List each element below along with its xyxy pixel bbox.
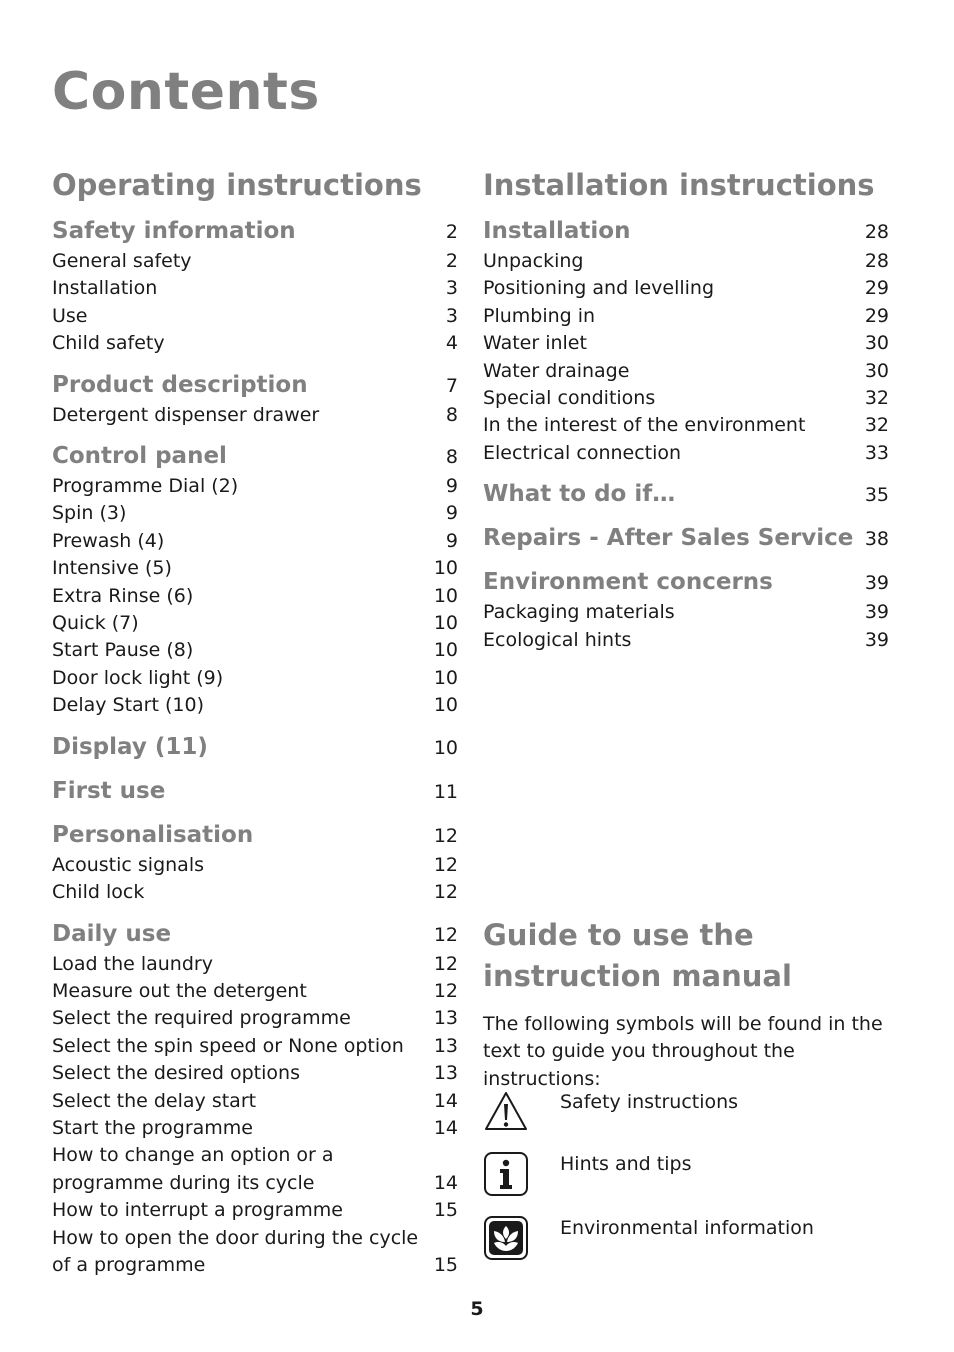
toc-entry[interactable]: [52, 978, 458, 1005]
toc-page-number: 28: [864, 250, 889, 272]
toc-entry-label: Start the programme: [52, 1116, 253, 1139]
toc-entry[interactable]: [52, 402, 458, 429]
toc-entry[interactable]: [52, 852, 458, 879]
toc-entry-label: Select the delay start: [52, 1089, 257, 1112]
toc-page-number: 33: [864, 441, 889, 464]
toc-entry-label: Intensive (5): [52, 557, 172, 580]
toc-entry-label: General safety: [52, 250, 192, 272]
toc-entry[interactable]: [52, 275, 458, 302]
toc-entry-label: In the interest of the environment: [483, 414, 806, 437]
toc-entry[interactable]: [52, 610, 458, 637]
toc-section-title: Display (11): [52, 733, 208, 760]
toc-entry[interactable]: [483, 599, 889, 626]
toc-entry-label: How to change an option or a programme during its cycle: [52, 1144, 334, 1194]
toc-entry[interactable]: [483, 248, 889, 275]
toc-entry[interactable]: [52, 1115, 458, 1142]
toc-page-number: 8: [445, 403, 458, 426]
toc-entry-label: Measure out the detergent: [52, 979, 307, 1002]
toc-section-title: Safety information: [52, 218, 296, 244]
toc-page-number: 12: [433, 979, 458, 1002]
toc-section-first-use[interactable]: [52, 775, 458, 808]
toc-page-number: 12: [433, 881, 458, 904]
toc-page-number: 13: [433, 1007, 458, 1030]
toc-page-number: 10: [433, 612, 458, 635]
toc-page-number: 9: [445, 529, 458, 552]
toc-section-environment-concerns[interactable]: [483, 566, 889, 599]
toc-entry-label: Use: [52, 304, 88, 327]
toc-entry-label: Prewash (4): [52, 529, 165, 552]
toc-section-title: Repairs - After Sales Service: [483, 525, 854, 552]
toc-entry[interactable]: [52, 1060, 458, 1087]
toc-entry[interactable]: [483, 385, 889, 412]
legend-label: Safety instructions: [560, 1091, 739, 1113]
toc-entry-label: Electrical connection: [483, 441, 682, 464]
toc-page-number: 28: [864, 221, 889, 243]
toc-page-number: 13: [433, 1034, 458, 1057]
toc-page-number: 15: [433, 1199, 458, 1222]
toc-page-number: 39: [864, 628, 889, 651]
guide-intro: The following symbols will be found in the text to guide you throughout the instructions:: [483, 1013, 883, 1090]
toc-page-number: 9: [445, 502, 458, 525]
toc-section-display[interactable]: [52, 731, 458, 764]
toc-page-number: 15: [433, 1253, 458, 1276]
installation-instructions-heading: Installation instructions: [483, 168, 875, 202]
toc-entry[interactable]: [52, 500, 458, 527]
toc-entry[interactable]: [483, 275, 889, 302]
toc-section-title: First use: [52, 777, 166, 804]
toc-page-number: 12: [433, 952, 458, 975]
toc-section-title: Product description: [52, 371, 308, 398]
toc-section-title: Environment concerns: [483, 569, 773, 596]
toc-entry-label: Unpacking: [483, 250, 584, 272]
page-title: Contents: [52, 62, 320, 122]
toc-entry[interactable]: [52, 330, 458, 357]
operating-instructions-column: [52, 163, 458, 1279]
legend-environment: [483, 1215, 814, 1261]
toc-page-number: 7: [445, 374, 458, 397]
toc-entry-label: Installation: [52, 277, 158, 300]
toc-entry-label: Quick (7): [52, 612, 139, 635]
toc-entry[interactable]: [52, 1033, 458, 1060]
toc-page-number: 35: [864, 484, 889, 507]
legend-safety: [483, 1089, 739, 1135]
toc-entry-label: Select the spin speed or None option: [52, 1034, 404, 1057]
toc-page-number: 4: [445, 332, 458, 355]
guide-heading: Guide to use the instruction manual: [483, 918, 792, 993]
guide-section: [483, 915, 903, 1093]
legend-hints: [483, 1151, 692, 1197]
toc-entry[interactable]: [483, 440, 889, 467]
toc-page-number: 12: [433, 824, 458, 847]
toc-page-number: 30: [864, 359, 889, 382]
environment-flower-icon: [483, 1215, 529, 1261]
toc-section-installation[interactable]: [483, 215, 889, 248]
toc-page-number: 11: [433, 780, 458, 803]
toc-entry[interactable]: [52, 665, 458, 692]
legend-label: Environmental information: [560, 1217, 814, 1239]
toc-page-number: 10: [433, 639, 458, 662]
toc-entry[interactable]: [52, 303, 458, 330]
toc-entry[interactable]: [52, 1088, 458, 1115]
toc-entry[interactable]: [52, 1005, 458, 1032]
toc-entry-label: Select the required programme: [52, 1007, 351, 1030]
toc-entry-label: Child safety: [52, 332, 165, 355]
toc-entry-label: Positioning and levelling: [483, 277, 715, 300]
toc-section-daily-use[interactable]: [52, 918, 458, 951]
toc-page-number: 30: [864, 332, 889, 355]
toc-entry-label: Special conditions: [483, 387, 656, 410]
toc-section-personalisation[interactable]: [52, 819, 458, 852]
toc-section-product-description[interactable]: [52, 369, 458, 402]
toc-entry-label: Water drainage: [483, 359, 630, 382]
toc-entry[interactable]: [52, 692, 458, 719]
toc-entry[interactable]: [52, 879, 458, 906]
toc-entry[interactable]: [483, 330, 889, 357]
toc-entry-label: Load the laundry: [52, 952, 213, 975]
toc-section-repairs[interactable]: [483, 522, 889, 555]
toc-entry-label: Spin (3): [52, 502, 127, 525]
toc-entry-label: Door lock light (9): [52, 666, 224, 689]
toc-page-number: 10: [433, 557, 458, 580]
toc-entry[interactable]: [52, 248, 458, 275]
toc-entry[interactable]: [52, 583, 458, 610]
toc-page-number: 29: [864, 304, 889, 327]
toc-page-number: 29: [864, 277, 889, 300]
installation-instructions-column: [483, 163, 889, 654]
toc-entry[interactable]: [52, 1197, 458, 1224]
toc-page-number: 39: [864, 601, 889, 624]
toc-section-title: Installation: [483, 218, 631, 244]
toc-section-safety-information[interactable]: [52, 215, 458, 248]
toc-entry[interactable]: [52, 555, 458, 582]
toc-page-number: 12: [433, 853, 458, 876]
toc-entry-label: Extra Rinse (6): [52, 584, 194, 607]
page-number: 5: [470, 1298, 484, 1320]
toc-entry-label: Select the desired options: [52, 1062, 300, 1085]
toc-entry[interactable]: [52, 473, 458, 500]
toc-entry-label: Child lock: [52, 881, 145, 904]
toc-entry[interactable]: [483, 358, 889, 385]
toc-entry[interactable]: [483, 303, 889, 330]
toc-entry-label: Detergent dispenser drawer: [52, 403, 320, 426]
toc-page-number: 2: [445, 250, 458, 272]
toc-page-number: 14: [433, 1171, 458, 1194]
toc-page-number: 32: [864, 387, 889, 410]
toc-page-number: 12: [433, 923, 458, 946]
toc-page-number: 32: [864, 414, 889, 437]
toc-section-title: What to do if…: [483, 481, 676, 508]
toc-page-number: 2: [445, 221, 458, 243]
toc-entry[interactable]: [52, 637, 458, 664]
toc-page-number: 3: [445, 277, 458, 300]
toc-page-number: 8: [445, 446, 458, 469]
toc-entry-label: Water inlet: [483, 332, 587, 355]
toc-section-control-panel[interactable]: [52, 440, 458, 473]
toc-page-number: 10: [433, 694, 458, 717]
toc-entry-label: Packaging materials: [483, 601, 675, 624]
toc-entry[interactable]: [52, 1225, 458, 1280]
toc-page-number: 14: [433, 1116, 458, 1139]
toc-entry[interactable]: [52, 951, 458, 978]
toc-page-number: 10: [433, 666, 458, 689]
toc-entry[interactable]: [483, 627, 889, 654]
toc-entry-label: Ecological hints: [483, 628, 632, 651]
toc-page-number: 9: [445, 475, 458, 498]
toc-section-title: Control panel: [52, 443, 227, 470]
toc-entry-label: How to interrupt a programme: [52, 1199, 343, 1222]
toc-page-number: 3: [445, 304, 458, 327]
toc-entry[interactable]: [483, 412, 889, 439]
toc-entry-label: Start Pause (8): [52, 639, 194, 662]
toc-page-number: 13: [433, 1062, 458, 1085]
toc-page-number: 10: [433, 584, 458, 607]
operating-instructions-heading: Operating instructions: [52, 168, 422, 202]
toc-entry-label: Programme Dial (2): [52, 475, 239, 498]
toc-entry[interactable]: [52, 528, 458, 555]
toc-section-title: Personalisation: [52, 821, 254, 848]
toc-entry-label: Acoustic signals: [52, 853, 204, 876]
toc-entry-label: Delay Start (10): [52, 694, 204, 717]
legend-label: Hints and tips: [560, 1153, 692, 1175]
toc-section-what-to-do-if[interactable]: [483, 478, 889, 511]
toc-section-title: Daily use: [52, 920, 172, 947]
toc-page-number: 14: [433, 1089, 458, 1112]
toc-entry[interactable]: [52, 1142, 458, 1197]
info-icon: [483, 1151, 529, 1197]
toc-entry-label: How to open the door during the cycle of a programme: [52, 1226, 419, 1276]
toc-entry-label: Plumbing in: [483, 304, 596, 327]
toc-page-number: 39: [864, 572, 889, 595]
toc-page-number: 38: [864, 528, 889, 551]
warning-triangle-icon: [483, 1089, 529, 1135]
toc-page-number: 10: [433, 736, 458, 759]
